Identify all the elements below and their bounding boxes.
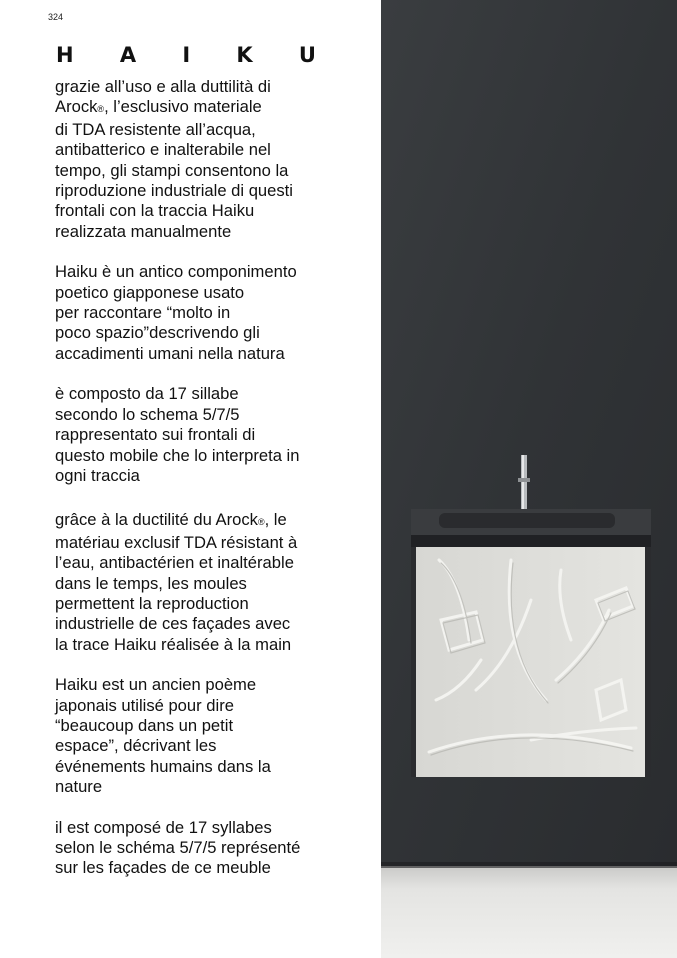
french-paragraph-2: Haiku est un ancien poème japonais utilisé pour dire “beaucoup dans un petit espace”, décrivant les événements humains dans la nature	[55, 675, 271, 797]
page-title	[56, 42, 316, 68]
french-paragraph-1-start: grâce à la ductilité du Arock	[55, 510, 258, 530]
title-letter-h: H	[56, 43, 74, 67]
body-text	[55, 77, 373, 879]
floor	[381, 866, 677, 958]
registered-mark: ®	[257, 517, 265, 528]
italian-paragraph-1-rest: , l’esclusivo materiale di TDA resistente all’acqua, antibatterico e inalterabile nel tempo, gli stampi consentono la riproduzione industriale di questi frontali con la traccia Haiku realizzata manualmente	[55, 97, 293, 241]
product-photo	[381, 0, 677, 958]
french-paragraph-1	[55, 510, 373, 655]
title-letter-u: U	[298, 43, 316, 67]
french-paragraph-1-rest: , le matériau exclusif TDA résistant à l’eau, antibactérien et inaltérable dans le temps, les moules permettent la reproduction industrielle de ces façades avec la trace Haiku réalisée à la main	[55, 510, 298, 654]
italian-paragraph-1	[55, 77, 373, 242]
title-letter-a: A	[119, 43, 137, 67]
basin	[411, 509, 651, 547]
registered-mark: ®	[97, 104, 105, 115]
title-letter-i: I	[182, 43, 191, 67]
cabinet-front	[416, 547, 645, 777]
page-number: 324	[48, 12, 64, 22]
title-letter-k: K	[236, 43, 253, 67]
french-paragraph-3: il est composé de 17 syllabes selon le schéma 5/7/5 représenté sur les façades de ce meuble	[55, 817, 301, 878]
italian-paragraph-2: Haiku è un antico componimento poetico giapponese usato per raccontare “molto in poco spazio”descrivendo gli accadimenti umani nella natura	[55, 262, 297, 363]
italian-paragraph-1-start: grazie all’uso e alla duttilità di Arock	[55, 77, 271, 117]
italian-paragraph-3: è composto da 17 sillabe secondo lo schema 5/7/5 rappresentato sui frontali di questo mobile che lo interpreta in ogni traccia	[55, 384, 300, 485]
